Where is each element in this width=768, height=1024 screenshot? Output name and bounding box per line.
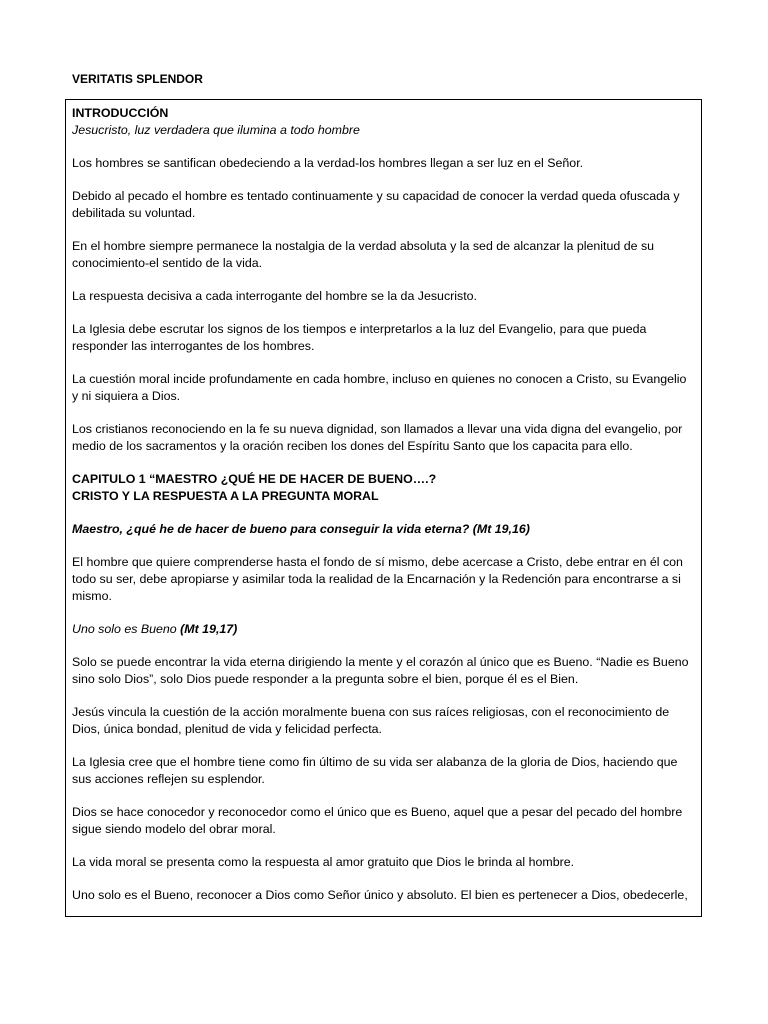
paragraph-9: Solo se puede encontrar la vida eterna dirigiendo la mente y el corazón al único que es Bueno. “Nadie es Bueno sino solo Dios”, solo Dios puede responder a la pregunta sobre el bien, porque él es el Bien.: [72, 655, 689, 686]
content-box: [65, 99, 702, 917]
intro-heading: INTRODUCCIÓN: [72, 106, 169, 120]
paragraph-4: La respuesta decisiva a cada interrogante del hombre se la da Jesucristo.: [72, 289, 477, 303]
question-1-ref: (Mt 19,16): [469, 522, 530, 536]
paragraph-14: Uno solo es el Bueno, reconocer a Dios como Señor único y absoluto. El bien es pertenecer a Dios, obedecerle,: [72, 888, 688, 902]
paragraph-2: Debido al pecado el hombre es tentado continuamente y su capacidad de conocer la verdad queda ofuscada y debilitada su voluntad.: [72, 189, 680, 220]
chapter-heading-1: CAPITULO 1 “MAESTRO ¿QUÉ HE DE HACER DE BUENO….?: [72, 472, 437, 486]
paragraph-12: Dios se hace conocedor y reconocedor como el único que es Bueno, aquel que a pesar del pecado del hombre sigue siendo modelo del obrar moral.: [72, 805, 683, 836]
chapter-heading-2: CRISTO Y LA RESPUESTA A LA PREGUNTA MORAL: [72, 489, 379, 503]
question-1-text: Maestro, ¿qué he de hacer de bueno para conseguir la vida eterna?: [72, 522, 470, 536]
paragraph-1: Los hombres se santifican obedeciendo a la verdad-los hombres llegan a ser luz en el Señor.: [72, 156, 584, 170]
intro-subtitle: Jesucristo, luz verdadera que ilumina a todo hombre: [72, 123, 360, 137]
document-title: VERITATIS SPLENDOR: [72, 72, 203, 86]
paragraph-3: En el hombre siempre permanece la nostalgia de la verdad absoluta y la sed de alcanzar la plenitud de su conocimiento-el sentido de la vida.: [72, 239, 655, 270]
paragraph-10: Jesús vincula la cuestión de la acción moralmente buena con sus raíces religiosas, con el reconocimiento de Dios, única bondad, plenitud de vida y felicidad perfecta.: [72, 705, 670, 736]
question-2-ref: (Mt 19,17): [176, 622, 238, 636]
question-heading-2: [72, 621, 693, 638]
question-2-text: Uno solo es Bueno: [72, 622, 177, 636]
paragraph-6: La cuestión moral incide profundamente en cada hombre, incluso en quienes no conocen a Cristo, su Evangelio y ni siquiera a Dios.: [72, 372, 687, 403]
paragraph-11: La Iglesia cree que el hombre tiene como fin último de su vida ser alabanza de la gloria de Dios, haciendo que sus acciones reflejen su esplendor.: [72, 755, 678, 786]
question-heading-1: [72, 521, 693, 538]
paragraph-13: La vida moral se presenta como la respuesta al amor gratuito que Dios le brinda al hombre.: [72, 855, 575, 869]
paragraph-8: El hombre que quiere comprenderse hasta el fondo de sí mismo, debe acercase a Cristo, debe entrar en él con todo su ser, debe apropiarse y asimilar toda la realidad de la Encarnación y la Redención para encontrarse a si mismo.: [72, 555, 683, 603]
paragraph-7: Los cristianos reconociendo en la fe su nueva dignidad, son llamados a llevar una vida digna del evangelio, por medio de los sacramentos y la oración reciben los dones del Espíritu Santo que los capacita para ello.: [72, 422, 683, 453]
paragraph-5: La Iglesia debe escrutar los signos de los tiempos e interpretarlos a la luz del Evangelio, para que pueda responder las interrogantes de los hombres.: [72, 322, 647, 353]
